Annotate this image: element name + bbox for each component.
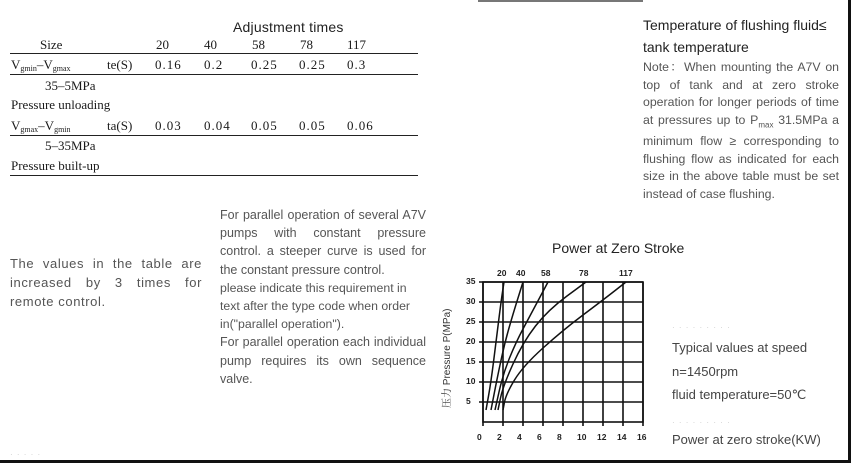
row1-range: $V_{gmin}-V_{gmax}$ [11, 57, 71, 73]
x-tick-2: 2 [497, 432, 502, 442]
row1-value-20: 0.16 [155, 57, 182, 72]
x-tick-12: 12 [597, 432, 607, 442]
curve-label-78: 78 [579, 268, 589, 278]
row1-value-78: 0.25 [299, 57, 326, 72]
x-tick-14: 14 [617, 432, 627, 442]
size-78: 78 [300, 37, 313, 52]
x-tick-6: 6 [537, 432, 542, 442]
row1-value-117: 0.3 [347, 57, 367, 72]
chart-title: Power at Zero Stroke [552, 240, 685, 256]
x-tick-8: 8 [557, 432, 562, 442]
row1-symbol: te(S) [107, 57, 133, 72]
curve-label-40: 40 [516, 268, 526, 278]
curve-label-117: 117 [619, 268, 633, 278]
row2-value-78: 0.05 [299, 118, 326, 133]
faded-text: · · · · · · · · · [672, 323, 731, 332]
row1-description: Pressure unloading [11, 97, 111, 112]
parallel-note-p1: For parallel operation of several A7V pumps with constant pressure control. a steeper curve is used for the constant pressure control. [220, 208, 426, 277]
size-20: 20 [156, 37, 169, 52]
flushing-title-line2: tank temperature [643, 39, 749, 55]
y-tick-15: 15 [466, 356, 476, 366]
speed-label: n=1450rpm [672, 364, 739, 379]
row2-description: Pressure built-up [11, 158, 100, 173]
x-axis-caption: Power at zero stroke(KW) [672, 432, 821, 447]
curve-label-20: 20 [497, 268, 507, 278]
y-axis-label: 压力 Pressure P(MPa) [442, 308, 453, 408]
fluid-temperature-label: fluid temperature=50℃ [672, 387, 807, 402]
row2-range: $V_{gmax}-V_{gmin}$ [11, 118, 71, 134]
y-tick-35: 35 [466, 276, 476, 286]
curve-label-58: 58 [541, 268, 551, 278]
x-tick-0: 0 [477, 432, 482, 442]
x-tick-4: 4 [517, 432, 522, 442]
table-caption: Adjustment times [233, 19, 344, 35]
row2-value-20: 0.03 [155, 118, 182, 133]
flushing-note-body: Note：When mounting the A7V on top of tank and at zero stroke operation for longer periods of time at pressures up to $P_{max}$ 31.5MPa a minimum flow ≥ corresponding to flushing flow as indicated for each size in the above table must be set instead of case flushing. [643, 60, 839, 201]
remote-control-note: The values in the table are increased by 3 times for remote control. [10, 256, 202, 309]
y-tick-10: 10 [466, 376, 476, 386]
size-58: 58 [252, 37, 265, 52]
y-tick-30: 30 [466, 296, 476, 306]
faded-text: · · · · · [10, 450, 42, 459]
row2-value-117: 0.06 [347, 118, 374, 133]
size-117: 117 [347, 37, 367, 52]
y-tick-25: 25 [466, 316, 476, 326]
x-tick-10: 10 [577, 432, 587, 442]
y-tick-20: 20 [466, 336, 476, 346]
typical-values-label: Typical values at speed [672, 340, 808, 355]
flushing-title-line1: Temperature of flushing fluid≤ [643, 17, 827, 33]
parallel-note-p2: please indicate this requirement in text after the type code when order in("parallel operation"). [220, 280, 411, 332]
parallel-note-p3: For parallel operation each individual pump requires its own sequence valve. [220, 335, 426, 386]
row1-pressure: 35–5MPa [45, 78, 96, 93]
row1-value-58: 0.25 [251, 57, 278, 72]
faded-text: · · · · · · · · · [672, 418, 731, 427]
y-tick-5: 5 [466, 396, 471, 406]
row2-pressure: 5–35MPa [45, 138, 96, 153]
row2-value-58: 0.05 [251, 118, 278, 133]
size-header: Size [40, 37, 63, 52]
row1-value-40: 0.2 [204, 57, 224, 72]
x-tick-16: 16 [637, 432, 647, 442]
size-40: 40 [204, 37, 217, 52]
row2-symbol: ta(S) [107, 118, 133, 133]
row2-value-40: 0.04 [204, 118, 231, 133]
